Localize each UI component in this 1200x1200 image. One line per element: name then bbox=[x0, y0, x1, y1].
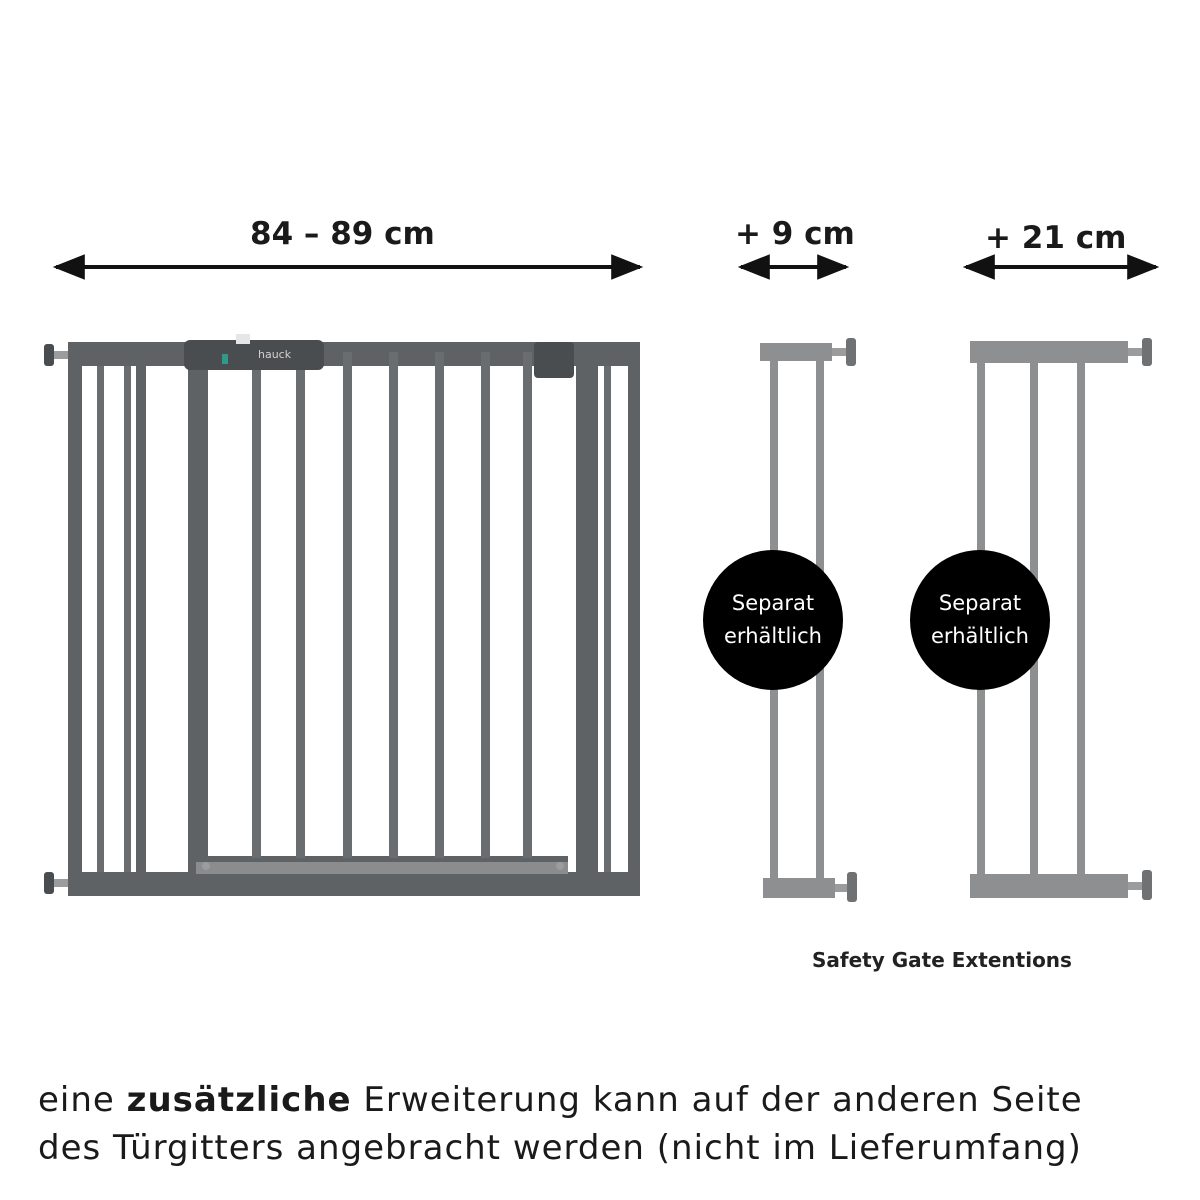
extension-small-screw-bottom bbox=[835, 884, 847, 892]
pressure-screw-top-left-shaft bbox=[54, 351, 68, 359]
badge-line-1: Separat bbox=[938, 591, 1022, 615]
gate-latch-indicator bbox=[222, 354, 228, 364]
gate-bar bbox=[124, 366, 131, 872]
gate-left-post-inner bbox=[136, 342, 146, 896]
badge-line-2: erhältlich bbox=[931, 624, 1029, 648]
badge-line-2: erhältlich bbox=[724, 624, 822, 648]
dimension-label-large-extension: + 21 cm bbox=[985, 220, 1127, 256]
gate-bar bbox=[604, 366, 611, 872]
extension-large-screw-top bbox=[1128, 348, 1142, 356]
gate-latch-block bbox=[534, 342, 574, 378]
safety-gate bbox=[44, 334, 640, 896]
gate-left-post bbox=[68, 342, 82, 896]
extension-large-bottom-rail bbox=[970, 874, 1128, 898]
dimension-label-main: 84 – 89 cm bbox=[250, 216, 435, 252]
extensions-caption: Safety Gate Extentions bbox=[812, 948, 1072, 972]
note-emphasis: zusätzliche bbox=[126, 1080, 352, 1120]
gate-right-post bbox=[576, 342, 598, 896]
gate-latch-tab bbox=[236, 334, 250, 344]
gate-door-bar bbox=[435, 352, 444, 858]
pressure-screw-top-left bbox=[44, 344, 54, 366]
note-line-1 bbox=[38, 1080, 1083, 1120]
gate-bottom-hinge bbox=[196, 862, 568, 874]
badge-separately-available-large bbox=[910, 550, 1050, 690]
badge-separately-available-small bbox=[703, 550, 843, 690]
extension-small-screw-top bbox=[832, 348, 846, 356]
extension-small-screw-top-knob bbox=[846, 338, 856, 366]
gate-door-bar bbox=[389, 352, 398, 858]
note-rest: Erweiterung kann auf der anderen Seite bbox=[363, 1080, 1083, 1120]
note-prefix: eine bbox=[38, 1080, 115, 1120]
gate-bottom-rail bbox=[68, 872, 640, 896]
gate-hinge-screw bbox=[202, 862, 210, 870]
gate-door-left-stile bbox=[188, 354, 208, 884]
extension-large-screw-top-knob bbox=[1142, 338, 1152, 366]
gate-handle bbox=[184, 340, 324, 370]
brand-logo: hauck bbox=[258, 348, 292, 361]
extension-large-bar bbox=[1077, 363, 1085, 874]
pressure-screw-bottom-left-shaft bbox=[54, 879, 68, 887]
gate-door-bar bbox=[481, 352, 490, 858]
gate-right-post-outer bbox=[628, 342, 640, 896]
note-line-2: des Türgitters angebracht werden (nicht im Lieferumfang) bbox=[38, 1128, 1082, 1168]
extension-large-screw-bottom bbox=[1128, 882, 1142, 890]
extension-large-top-rail bbox=[970, 341, 1128, 363]
extension-small-screw-bottom-knob bbox=[847, 872, 857, 902]
dimension-label-small-extension: + 9 cm bbox=[735, 216, 855, 252]
extension-large-screw-bottom-knob bbox=[1142, 870, 1152, 900]
gate-door-bar bbox=[343, 352, 352, 858]
gate-door-bar bbox=[523, 352, 532, 858]
extension-small-top-rail bbox=[760, 343, 832, 361]
gate-hinge-screw bbox=[556, 862, 564, 870]
badge-line-1: Separat bbox=[731, 591, 815, 615]
gate-door-bar bbox=[296, 362, 305, 858]
pressure-screw-bottom-left bbox=[44, 872, 54, 894]
gate-door-bar bbox=[252, 362, 261, 858]
extension-small-bottom-rail bbox=[763, 878, 835, 898]
gate-bar bbox=[97, 366, 104, 872]
